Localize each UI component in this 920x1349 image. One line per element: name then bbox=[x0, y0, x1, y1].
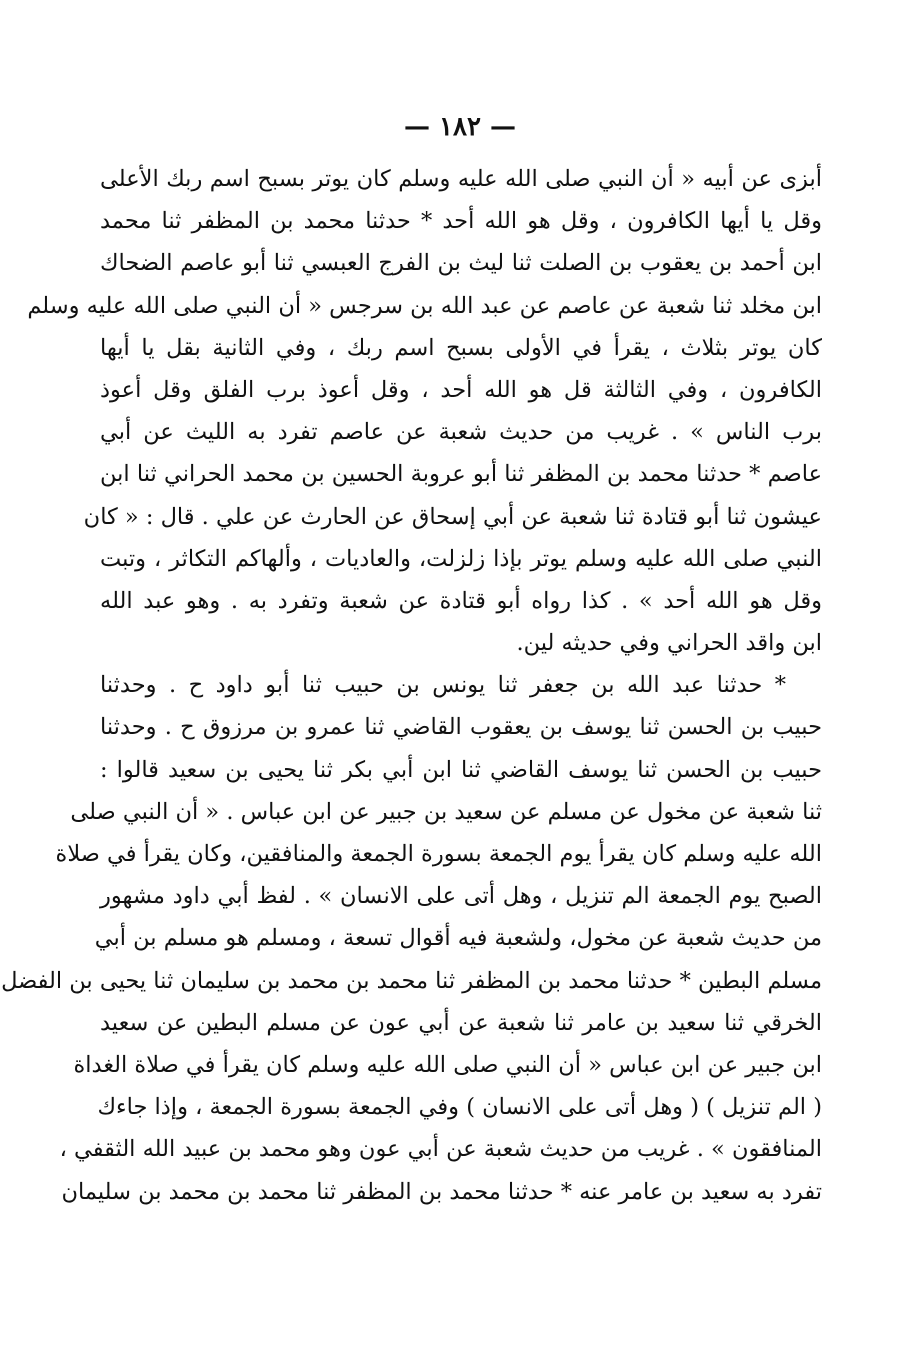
text-line: النبي صلى الله عليه وسلم يوتر بإذا زلزلت، والعاديات ، وألهاكم التكاثر ، وتبت bbox=[100, 545, 822, 572]
text-line: ثنا شعبة عن مخول عن مسلم عن سعيد بن جبير عن ابن عباس . « أن النبي صلى bbox=[70, 798, 822, 825]
text-line: الكافرون ، وفي الثالثة قل هو الله أحد ، وقل أعوذ برب الفلق وقل أعوذ bbox=[100, 376, 822, 403]
text-line: مسلم البطين * حدثنا محمد بن المظفر ثنا محمد بن محمد بن سليمان ثنا يحيى بن الفضل bbox=[1, 967, 822, 994]
body-text bbox=[1, 158, 822, 1213]
text-line: وقل هو الله أحد » . كذا رواه أبو قتادة عن شعبة وتفرد به . وهو عبد الله bbox=[100, 587, 822, 614]
text-line: حبيب بن الحسن ثنا يوسف القاضي ثنا ابن أبي بكر ثنا يحيى بن سعيد قالوا : bbox=[100, 756, 822, 783]
text-line: حبيب بن الحسن ثنا يوسف بن يعقوب القاضي ثنا عمرو بن مرزوق ح . وحدثنا bbox=[100, 714, 822, 741]
text-line: عاصم * حدثنا محمد بن المظفر ثنا أبو عروبة الحسين بن محمد الحراني ثنا ابن bbox=[100, 461, 822, 488]
text-line: برب الناس » . غريب من حديث شعبة عن عاصم تفرد به الليث عن أبي bbox=[100, 419, 822, 446]
text-line: ( الم تنزيل ) ( وهل أتى على الانسان ) وفي الجمعة بسورة الجمعة ، وإذا جاءك bbox=[97, 1094, 822, 1121]
text-line: كان يوتر بثلاث ، يقرأ في الأولى بسبح اسم ربك ، وفي الثانية بقل يا أيها bbox=[100, 334, 822, 361]
text-line: ابن مخلد ثنا شعبة عن عاصم عن عبد الله بن سرجس « أن النبي صلى الله عليه وسلم bbox=[27, 292, 822, 319]
text-line: تفرد به سعيد بن عامر عنه * حدثنا محمد بن المظفر ثنا محمد بن محمد بن سليمان bbox=[61, 1178, 822, 1205]
text-line: من حديث شعبة عن مخول، ولشعبة فيه أقوال تسعة ، ومسلم هو مسلم بن أبي bbox=[94, 925, 822, 952]
text-line: الله عليه وسلم كان يقرأ يوم الجمعة بسورة الجمعة والمنافقين، وكان يقرأ في صلاة bbox=[55, 841, 822, 867]
page-number: — ١٨٢ — bbox=[403, 112, 517, 142]
text-line: الخرقي ثنا سعيد بن عامر ثنا شعبة عن أبي عون عن مسلم البطين عن سعيد bbox=[100, 1009, 822, 1036]
text-line: ابن أحمد بن يعقوب بن الصلت ثنا ليث بن الفرج العبسي ثنا أبو عاصم الضحاك bbox=[100, 250, 822, 277]
text-line: ابن واقد الحراني وفي حديثه لين. bbox=[516, 630, 822, 657]
text-line: * حدثنا عبد الله بن جعفر ثنا يونس بن حبيب ثنا أبو داود ح . وحدثنا bbox=[100, 672, 786, 699]
text-line: أبزى عن أبيه « أن النبي صلى الله عليه وسلم كان يوتر بسبح اسم ربك الأعلى bbox=[100, 166, 822, 192]
text-line: الصبح يوم الجمعة الم تنزيل ، وهل أتى على الانسان » . لفظ أبي داود مشهور bbox=[100, 883, 822, 910]
text-line: ابن جبير عن ابن عباس « أن النبي صلى الله عليه وسلم كان يقرأ في صلاة الغداة bbox=[73, 1051, 822, 1078]
text-line: عيشون ثنا أبو قتادة ثنا شعبة عن أبي إسحاق عن الحارث عن علي . قال : « كان bbox=[83, 503, 822, 530]
text-line: وقل يا أيها الكافرون ، وقل هو الله أحد * حدثنا محمد بن المظفر ثنا محمد bbox=[100, 208, 822, 235]
text-line: المنافقون » . غريب من حديث شعبة عن أبي عون وهو محمد بن عبيد الله الثقفي ، bbox=[59, 1136, 822, 1163]
